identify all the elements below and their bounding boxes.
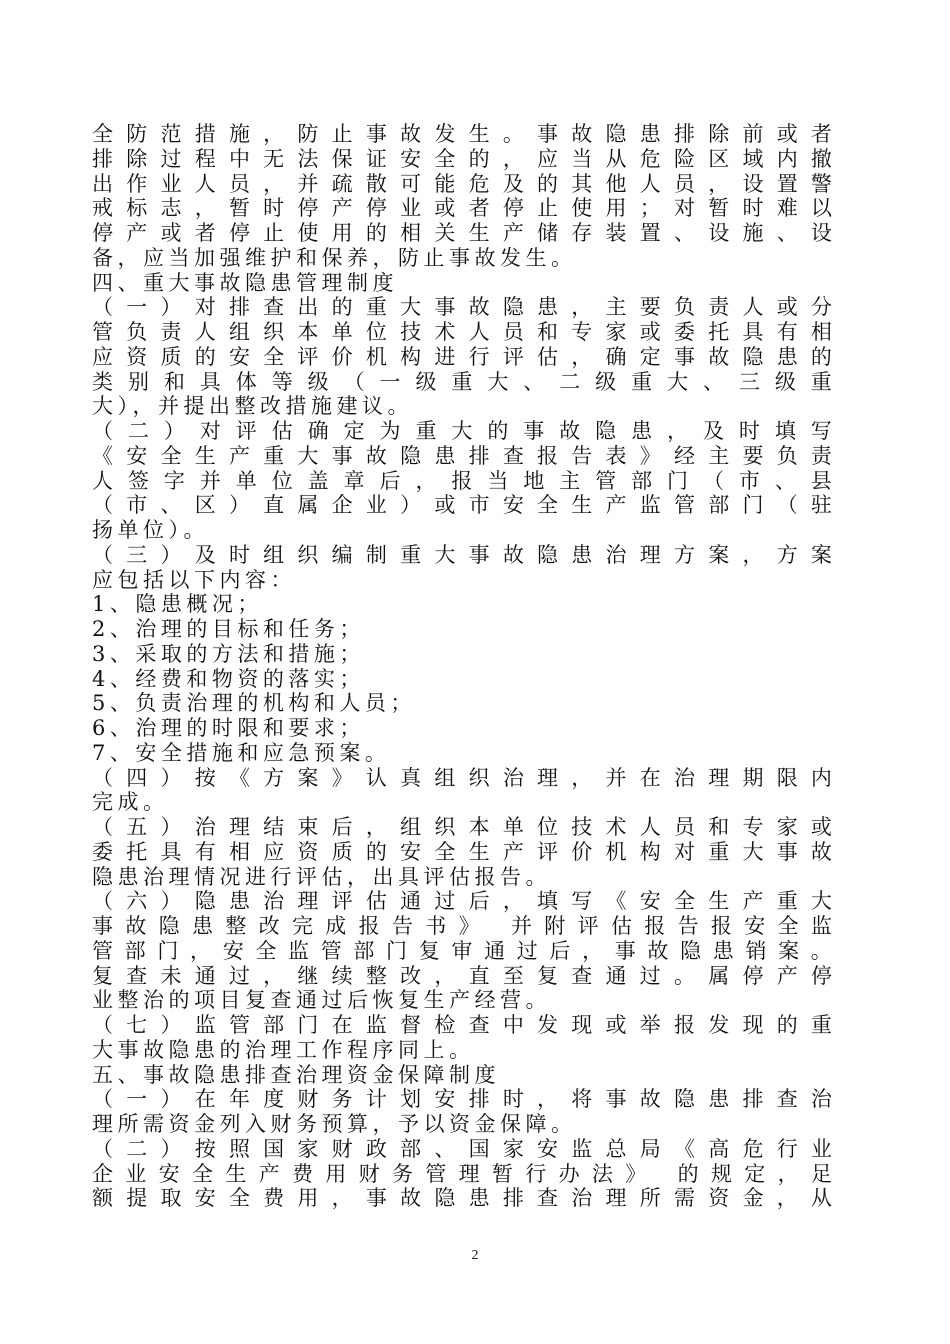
text-line: 3、采取的方法和措施； [92,641,365,666]
text-line: 应 资 质 的 安 全 评 价 机 构 进 行 评 估 ， 确 定 事 故 隐 患 的 [92,344,832,369]
text-line: 4、经费和物资的落实； [92,666,365,691]
text-line: 四、重大事故隐患管理制度 [92,270,398,295]
text-line: （ 五 ） 治 理 结 束 后 ， 组 织 本 单 位 技 术 人 员 和 专 家 或 [92,815,832,839]
text-line: 大事故隐患的治理工作程序同上。 [92,1037,475,1062]
text-line: 6、治理的时限和要求； [92,716,365,740]
text-line: 5、负责治理的机构和人员； [92,691,416,716]
text-line: 额 提 取 安 全 费 用 ， 事 故 隐 患 排 查 治 理 所 需 资 金 ， 从 [92,1186,832,1211]
text-line: 理所需资金列入财务预算，予以资金保障。 [92,1112,577,1136]
text-line: 全 防 范 措 施 ， 防 止 事 故 发 生 。 事 故 隐 患 排 除 前 或 者 [92,122,832,146]
text-line: （ 一 ） 对 排 查 出 的 重 大 事 故 隐 患 ， 主 要 负 责 人 或 分 [92,295,832,320]
text-line: 7、安全措施和应急预案。 [92,740,391,765]
text-line: 类 别 和 具 体 等 级 （ 一 级 重 大 、 二 级 重 大 、 三 级 重 [92,369,832,394]
text-line: 排 除 过 程 中 无 法 保 证 安 全 的 ， 应 当 从 危 险 区 域 内 撤 [92,146,832,171]
text-line: 隐患治理情况进行评估，出具评估报告。 [92,864,551,889]
text-line: 《 安 全 生 产 重 大 事 故 隐 患 排 查 报 告 表 》 经 主 要 负 责 [92,443,832,468]
text-line: 管 部 门 ， 安 全 监 管 部 门 复 审 通 过 后 ， 事 故 隐 患 销 案 。 [92,938,832,963]
text-line: （ 四 ） 按 《 方 案 》 认 真 组 织 治 理 ， 并 在 治 理 期 限 内 [92,765,832,790]
text-line: 管 负 责 人 组 织 本 单 位 技 术 人 员 和 专 家 或 委 托 具 有 相 [92,320,832,344]
text-line: （ 二 ） 按 照 国 家 财 政 部 、 国 家 安 监 总 局 《 高 危 行 业 [92,1136,832,1161]
text-line: 委 托 具 有 相 应 资 质 的 安 全 生 产 评 价 机 构 对 重 大 事 故 [92,839,832,864]
text-line: （ 七 ） 监 管 部 门 在 监 督 检 查 中 发 现 或 举 报 发 现 的 重 [92,1013,832,1037]
text-line: 五、事故隐患排查治理资金保障制度 [92,1062,500,1087]
text-line: 事 故 隐 患 整 改 完 成 报 告 书 》 并 附 评 估 报 告 报 安 全 监 [92,914,832,938]
text-line: 停 产 或 者 停 止 使 用 的 相 关 生 产 储 存 装 置 、 设 施 、 设 [92,221,832,245]
text-line: 戒 标 志 ， 暂 时 停 产 停 业 或 者 停 止 使 用 ； 对 暂 时 难 以 [92,196,832,221]
text-line: 应包括以下内容： [92,567,296,592]
text-line: 扬单位）。 [92,518,209,542]
text-line: 1、隐患概况； [92,592,263,617]
text-line: （ 市 、 区 ） 直 属 企 业 ） 或 市 安 全 生 产 监 管 部 门 （ 驻 [92,493,832,518]
text-line: 出 作 业 人 员 ， 并 疏 散 可 能 危 及 的 其 他 人 员 ， 设 置 警 [92,171,832,196]
body-text [92,122,872,1211]
text-line: 人 签 字 并 单 位 盖 章 后 ， 报 当 地 主 管 部 门 （ 市 、 县 [92,468,832,493]
text-line: （ 二 ） 对 评 估 确 定 为 重 大 的 事 故 隐 患 ， 及 时 填 写 [92,419,832,443]
page-number: 2 [471,1248,479,1263]
text-line: 大），并提出整改措施建议。 [92,394,413,419]
text-line: （ 三 ） 及 时 组 织 编 制 重 大 事 故 隐 患 治 理 方 案 ， 方 案 [92,542,832,567]
text-line: 备，应当加强维护和保养，防止事故发生。 [92,245,577,270]
text-line: 业整治的项目复查通过后恢复生产经营。 [92,988,551,1013]
text-line: （ 六 ） 隐 患 治 理 评 估 通 过 后 ， 填 写 《 安 全 生 产 重 大 [92,889,832,914]
text-line: （ 一 ） 在 年 度 财 务 计 划 安 排 时 ， 将 事 故 隐 患 排 查 治 [92,1087,832,1112]
text-line: 复 查 未 通 过 ， 继 续 整 改 ， 直 至 复 查 通 过 。 属 停 产 停 [92,963,832,988]
text-line: 2、治理的目标和任务； [92,617,365,641]
text-line: 完成。 [92,790,169,815]
text-line: 企 业 安 全 生 产 费 用 财 务 管 理 暂 行 办 法 》 的 规 定 ， 足 [92,1161,832,1186]
